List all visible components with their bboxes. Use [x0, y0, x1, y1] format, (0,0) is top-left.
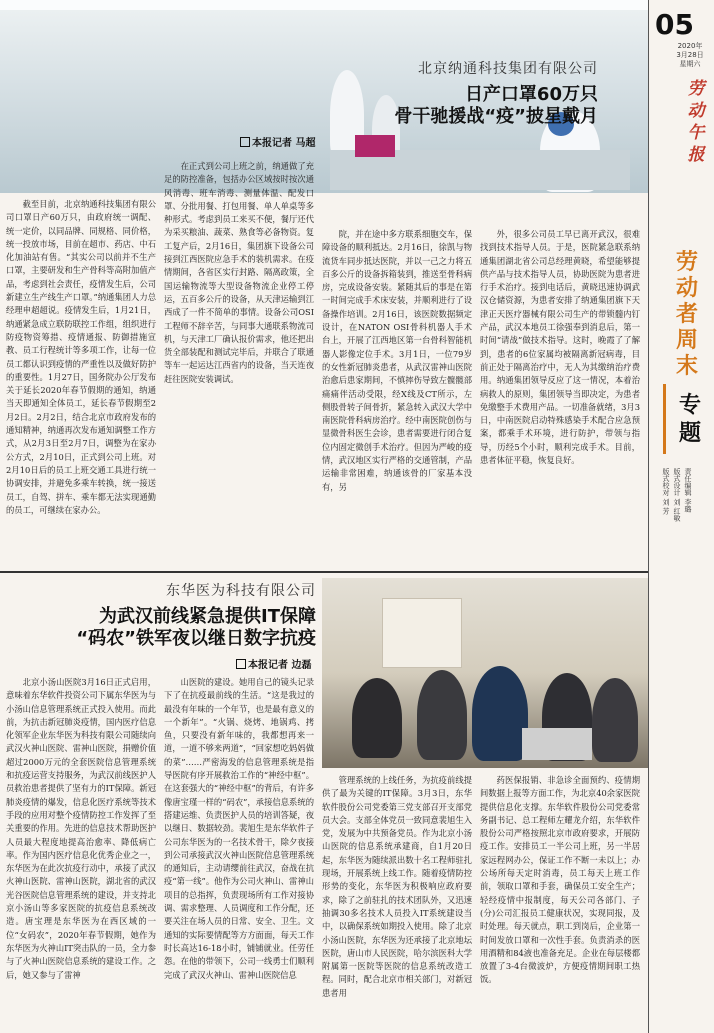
article1-column-4-text: 外，很多公司员工早已离开武汉，很难找到技术指导人员。于是，医院紧急联系纳通集团湖北省公司总经理黄晓，希望能够提供产品与技术指导人员，协助医院为患者进行手术治疗。接到电话后，黄晓迅速协调武汉仓储资源，为患者安排了纳通集团旗下天津正天医疗器械有限公司生产的带锁髓内钉产品，武汉本地员工徐强奉到消息后，第一时间“请战”做技术指导。这时，晚霞了了解到，患者的6位家属均被隔离新冠病毒，目前正处于隔离治疗中，无人为其缴纳治疗费用。纳通集团领导反应了这一情况，本着治病救人的原则，集团领导当即决定，为患者免缴整手术费用产品。一切准备就绪，3月3日，中南医院启动特殊感染手术配合应急预案，都乘手术环境，进行防护，带领与指导，历经5个小时，顺利完成手术。目前，患者体征平稳，恢复良好。	[480, 229, 640, 466]
date-weekday: 星期六	[679, 60, 701, 68]
article2-column-4	[480, 774, 640, 1030]
date-day: 3月28日	[676, 51, 704, 59]
article2-headline-line2: “码农”铁军夜以继日数字抗疫	[76, 628, 316, 649]
article1-column-2-text: 在正式到公司上班之前，纳通做了充足的防控准备，包括办公区域按时按次通风消毒、班车消毒、测量体温、配发口罩、分批用餐、打包用餐、单人单桌等多种形式。考虑到员工来买不便，餐厅还代为采买粮油、蔬菜、熟食等必备物资。复工复产后，2月16日，集团旗下设备公司接到江西医院应急手术的装机需求。在疫情期间，各省区实行封路、隔离政策，全国运输物流等大型设备物流企业停工停运，五百多公斤的设备，从天津运输到江西成了一件不简单的事情。设备公司OSI工程师不辞辛苦，与同事大通联系物流司机，与天津工厂确认报价需求，他还把出货全部装配和测试完毕后，并联合了联通等车一起运达江西省内的设备，当天连夜赶往医院安装调试。	[164, 161, 314, 384]
it-team-photo	[322, 578, 648, 768]
credit-proof: 版式校对 刘 芳	[662, 468, 670, 515]
section-divider	[0, 571, 648, 573]
article2-column-2	[164, 676, 314, 1030]
article2-column-3	[322, 774, 472, 1030]
article1-headline-line2: 骨干驰援战“疫”披星戴月	[394, 106, 598, 127]
page-number: 05	[655, 8, 694, 41]
editorial-credits	[660, 468, 693, 588]
article2-column-3-text: 管理系统的上线任务，为抗疫前线提供了最为关键的IT保障。3月3日，东华软件股份公司党委第三党支部召开支部党员大会。支部全体党员一致同意裴旭生入党，发展为中共预备党员。作为北京小汤山医院的信息系统承建商，自1月20日起，东华医为随续派出数十名工程师驻扎现场，开展系统上线工作。随着疫情防控形势的变化，东华医为积极响应政府要求，除了之前驻扎的技术团队外，又迅速抽调30多名技术人员投入IT系统建设当中，以确保系统如期投入使用。除了北京小汤山医院，东华医为还承接了北京地坛医院，唐山市人民医院，哈尔滨医科大学附属第一医院等医院的信息系统改造工程。同时，配合北京市相关部门，对新冠患者用	[322, 775, 472, 998]
article1-column-3-text: 院，并在途中多方联系细胞交车，保障设备的顺利抵达。2月16日，徐凯与物流货车同步抵达医院，并以一己之力将五百多公斤的设备拆箱装到，推送至骨科病房，完成设备安装。紧随其后的事是在第一时间完成手术床安装，并顺利进行了设备操作培训。2月16日，该医院数据频定设计，在NATON OSI骨科机器人手术台上，开展了江西地区第一台骨科智能机器人影像定位手术。3月1日，一位79岁的女性新冠肺炎患者，从武汉雷神山医院治愈后患家期间，不慎摔伤导致左髋髋部痛痛伴活动受限，经X线及CT所示，左侧股骨转子间骨折，紧急转入武汉大学中南医院骨科病房治疗。经中南医院创伤与显微骨科医生会诊，患者需要进行闭合复位内固定微创手术治疗。但因为严峻的疫情，武汉地区实行严格的交通管制，产品运输非常困难，纳通该骨的厂家基本没有，另	[322, 229, 472, 492]
credit-layout: 版式设计 刘 红敏	[673, 468, 681, 522]
article2-byline: 本报记者 边磊	[236, 656, 316, 671]
article2-column-4-text: 药医保报销、非急诊全面预约、疫情期间数据上报等方面工作，为北京40余家医院提供信息化支撑。东华软件股份公司党委常务副书记、总工程师左耀龙介绍，东华软件股份公司严格按照北京市政府要求，开展防疫工作。安排员工一半公司上班，另一半居家远程网办公，保证工作不断一未以上；办公场所每天定时消毒，员工每天上班工作前，领取口罩和手套，确保员工安全生产；轻经疫情中报制度，每天公司各部门、子(分)公司汇报员工健康状况，实现同报，及时处理。每天就点，职工到岗后，企业第一时间发放口罩和一次性手套。负责消杀的医用酒精和84液也准备充足。企业在每层楼都放置了3-4台微波炉，方便疫情期间职工热饭。	[480, 775, 640, 985]
article1-company: 北京纳通科技集团有限公司	[418, 61, 598, 77]
article1-byline: 本报记者 马超	[240, 134, 320, 149]
newspaper-logo: 劳动午报	[687, 79, 705, 165]
column-name: 劳动者周末	[675, 250, 698, 379]
article2-headline-line1: 为武汉前线紧急提供IT保障	[99, 606, 316, 627]
article1-column-1-text: 截至目前，北京纳通科技集团有限公司口罩日产60万只，由政府统一调配、统一定价，以同品牌、同规格、同价格，统一投放市场，目前在超市、药店、中石化加油站有售。“其实公司以前并不生产口罩，主要研发和生产骨科等高附加值产品，考虑到社会责任，疫情发生后，公司新建立生产线生产口罩。”纳通集团人力总经理申超超说。疫情发生后，1月21日，纳通紧急成立联防联控工作组，组织进行防疫物资筹措、疫情通报、防御措施宣教、员工行程统计等多项工作，让每一位员工都认识到疫情的严重性以及做好防护的重要性。1月27日，国务院办公厅发布关于延长2020年春节假期的通知，纳通当天即通知全体员工，延长春节假期至2月2日。2月2日，结合北京市政府发布的通知精神，纳通再次发布通知调整工作方式，从2月3日至2月7日，调整为在家办公方式，2月10日，正式到公司上班。对2月10日后的员工上班交通工具进行统一协调安排，并避免多乘车转换，统一接送员工，自驾、拼车、乘车都无法实现通勤的员工，可继续在家办公。	[6, 199, 156, 515]
publication-date	[672, 42, 708, 69]
article1-column-3	[322, 228, 472, 576]
article2-column-1-text: 北京小汤山医院3月16日正式启用，意味着东华软件投资公司下属东华医为与小汤山信息管理系统正式投入使用。而此前，为抗击新冠肺炎疫情，国内医疗信息化领军企业东华医为科技有限公司随续向武汉火神山医院、雷神山医院，捐赠价值超过2000万元的全套医院信息管理系统和抗疫运营支持服务，为武汉前线医护人员救治患者提供了坚有力的IT保障。新冠肺炎疫情的爆发，信息化医疗系统等技术手段的应用对整个疫情防控工作发挥了至关重要的作用。先进的信息技术帮助医护人员最大程度地提高治愈率、降低病亡率。作为国内医疗信息化优秀企业之一，东华医为在此次抗疫行动中，承接了武汉火神山医院、雷神山医院，湖北省的武汉光谷医院信息管理系统的建设，并支持北京小汤山等多家医院的抗疫信息系统改造。唐宝理是东华医为在西区域的一位“女码农”，2020年春节假期，她作为东华医为火神山IT突击队的一员，全力参与了火神山医院信息系统的建设工作。之后，她又参与了雷神	[6, 677, 156, 980]
credit-editor: 责任编辑 李璐	[684, 468, 692, 513]
article2-company: 东华医为科技有限公司	[166, 583, 316, 599]
article2-column-1	[6, 676, 156, 1030]
article1-column-1	[6, 198, 156, 576]
date-year: 2020年	[677, 42, 703, 50]
section-name: 专题	[678, 393, 701, 446]
article1-column-2	[164, 160, 314, 576]
article1-column-4	[480, 228, 640, 576]
article1-headline-line1: 日产口罩60万只	[464, 84, 598, 105]
article2-column-2-text: 山医院的建设。她用自己的镜头记录下了在抗疫最前线的生活。“这是我过的最没有年味的一个年节，也是最有意义的一个新年”。“火锅、烧烤、地锅鸡、拷鱼，只要没有新年味的，我都想再来一道，一道不够来两道”，“回家想吃妈妈做的菜”……严密海发的信息管理系统是指导医院有序开展救治工作的“神经中枢”。在这套强大的“神经中枢”的背后，有许多像唐宝瑾一样的“码农”，承接信息系统的搭建运维、负责医护人员的培训答疑，夜以继日、数据较劲。裴旭生是东华软件子公司东华医为的一名技术骨干，除夕夜接到公司承接武汉火神山医院信息管理系统的通知后，主动请缨前往武汉，奋战在抗疫“第一线”。他作为公司火神山、雷神山项目的总指挥，负责现场所有工作对接协调、需求整理、人员调度和工作分配，还要关注在场人员的日常、安全、卫生。文通知的实际要情配等方方面面，每天工作时长高达16-18小时，铺铺就业。任劳任怨。在他的带领下，公司一线勇士们顺利完成了武汉火神山、雷神山医院信息	[164, 677, 314, 980]
